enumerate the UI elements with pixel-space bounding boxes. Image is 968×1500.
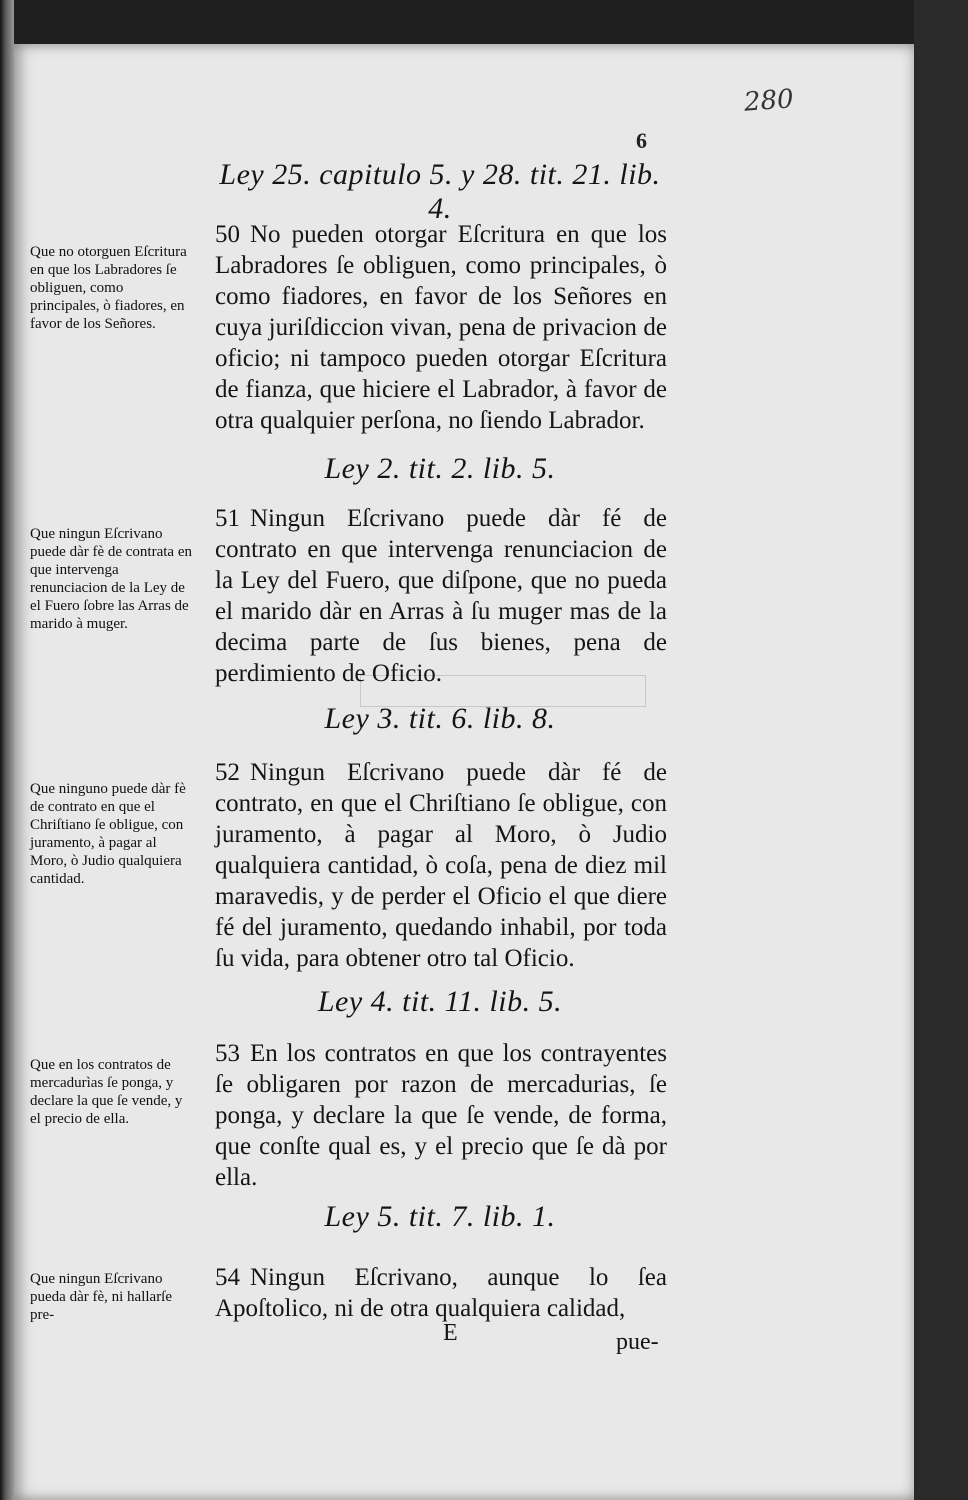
law-heading: Ley 4. tit. 11. lib. 5. [317, 985, 563, 1018]
law-paragraph [215, 1262, 667, 1324]
book-spine-edge [0, 0, 14, 1500]
law-paragraph [215, 503, 667, 689]
paragraph-text: Ningun Eſcrivano puede dàr fé de contrato, en que el Chriſtiano ſe obligue, con juramento, à pagar al Moro, ò Judio qualquiera cantidad, ò coſa, pena de diez mil maravedis, y de perder el Oficio el que diere fé del juramento, quedando inhabil, por toda ſu vida, para obtener otro tal Oficio. [215, 759, 667, 972]
law-paragraph [215, 219, 667, 436]
paragraph-text: Ningun Eſcrivano, aunque lo ſea Apoſtolico, ni de otra qualquiera calidad, [215, 1264, 667, 1322]
folio-number: 280 [743, 84, 795, 118]
scan-top-border [0, 0, 968, 44]
margin-note: Que ninguno puede dàr fè de contrato en que el Chriſtiano ſe obligue, con juramento, à pagar al Moro, ò Judio qualquiera cantidad. [30, 781, 186, 887]
margin-note: Que no otorguen Eſcritura en que los Labradores ſe obliguen, como principales, ò fiadores, en favor de los Señores. [30, 244, 187, 332]
signature-mark: 6 [636, 128, 647, 153]
law-paragraph [215, 757, 667, 974]
paragraph-number: 54 [215, 1264, 240, 1291]
law-heading: Ley 2. tit. 2. lib. 5. [324, 452, 556, 485]
paragraph-text: En los contratos en que los contrayentes ſe obligaren por razon de mercadurias, ſe ponga, y declare la que ſe vende, de forma, que conſte qual es, y el precio que ſe dà por ella. [215, 1040, 667, 1191]
scan-right-border [914, 0, 968, 1500]
bleed-through-right-1 [684, 154, 874, 284]
paragraph-number: 53 [215, 1040, 240, 1067]
footer-signature-letter: E [443, 1320, 458, 1346]
margin-note: Que ningun Eſcrivano puede dàr fè de contrata en que intervenga renunciacion de la Ley de el Fuero ſobre las Arras de marido à muger. [30, 526, 192, 632]
law-heading: Ley 25. capitulo 5. y 28. tit. 21. lib. 4. [219, 158, 661, 225]
paragraph-number: 52 [215, 759, 240, 786]
paragraph-text: Ningun Eſcrivano puede dàr fé de contrato en que intervenga renunciacion de la Ley del Fuero, que diſpone, que no pueda el marido dàr en Arras à ſu muger mas de la decima parte de ſus bienes, pena de perdimiento de Oficio. [215, 505, 667, 687]
margin-note: Que en los contratos de mercadurìas ſe ponga, y declare la que ſe vende, y el precio de ella. [30, 1057, 183, 1127]
catchword: pue- [616, 1329, 659, 1355]
margin-note: Que ningun Eſcrivano pueda dàr fè, ni hallarſe pre- [30, 1271, 173, 1323]
law-paragraph [215, 1038, 667, 1193]
paragraph-text: No pueden otorgar Eſcritura en que los Labradores ſe obliguen, como principales, ò como fiadores, en favor de los Señores en cuya juriſdiccion vivan, pena de privacion de oficio; ni tampoco pueden otorgar Eſcritura de fianza, que hiciere el Labrador, à favor de otra qualquier perſona, no ſiendo Labrador. [215, 221, 667, 434]
law-heading: Ley 5. tit. 7. lib. 1. [324, 1200, 556, 1233]
law-heading: Ley 3. tit. 6. lib. 8. [324, 702, 556, 735]
paragraph-number: 51 [215, 505, 240, 532]
paragraph-number: 50 [215, 221, 240, 248]
